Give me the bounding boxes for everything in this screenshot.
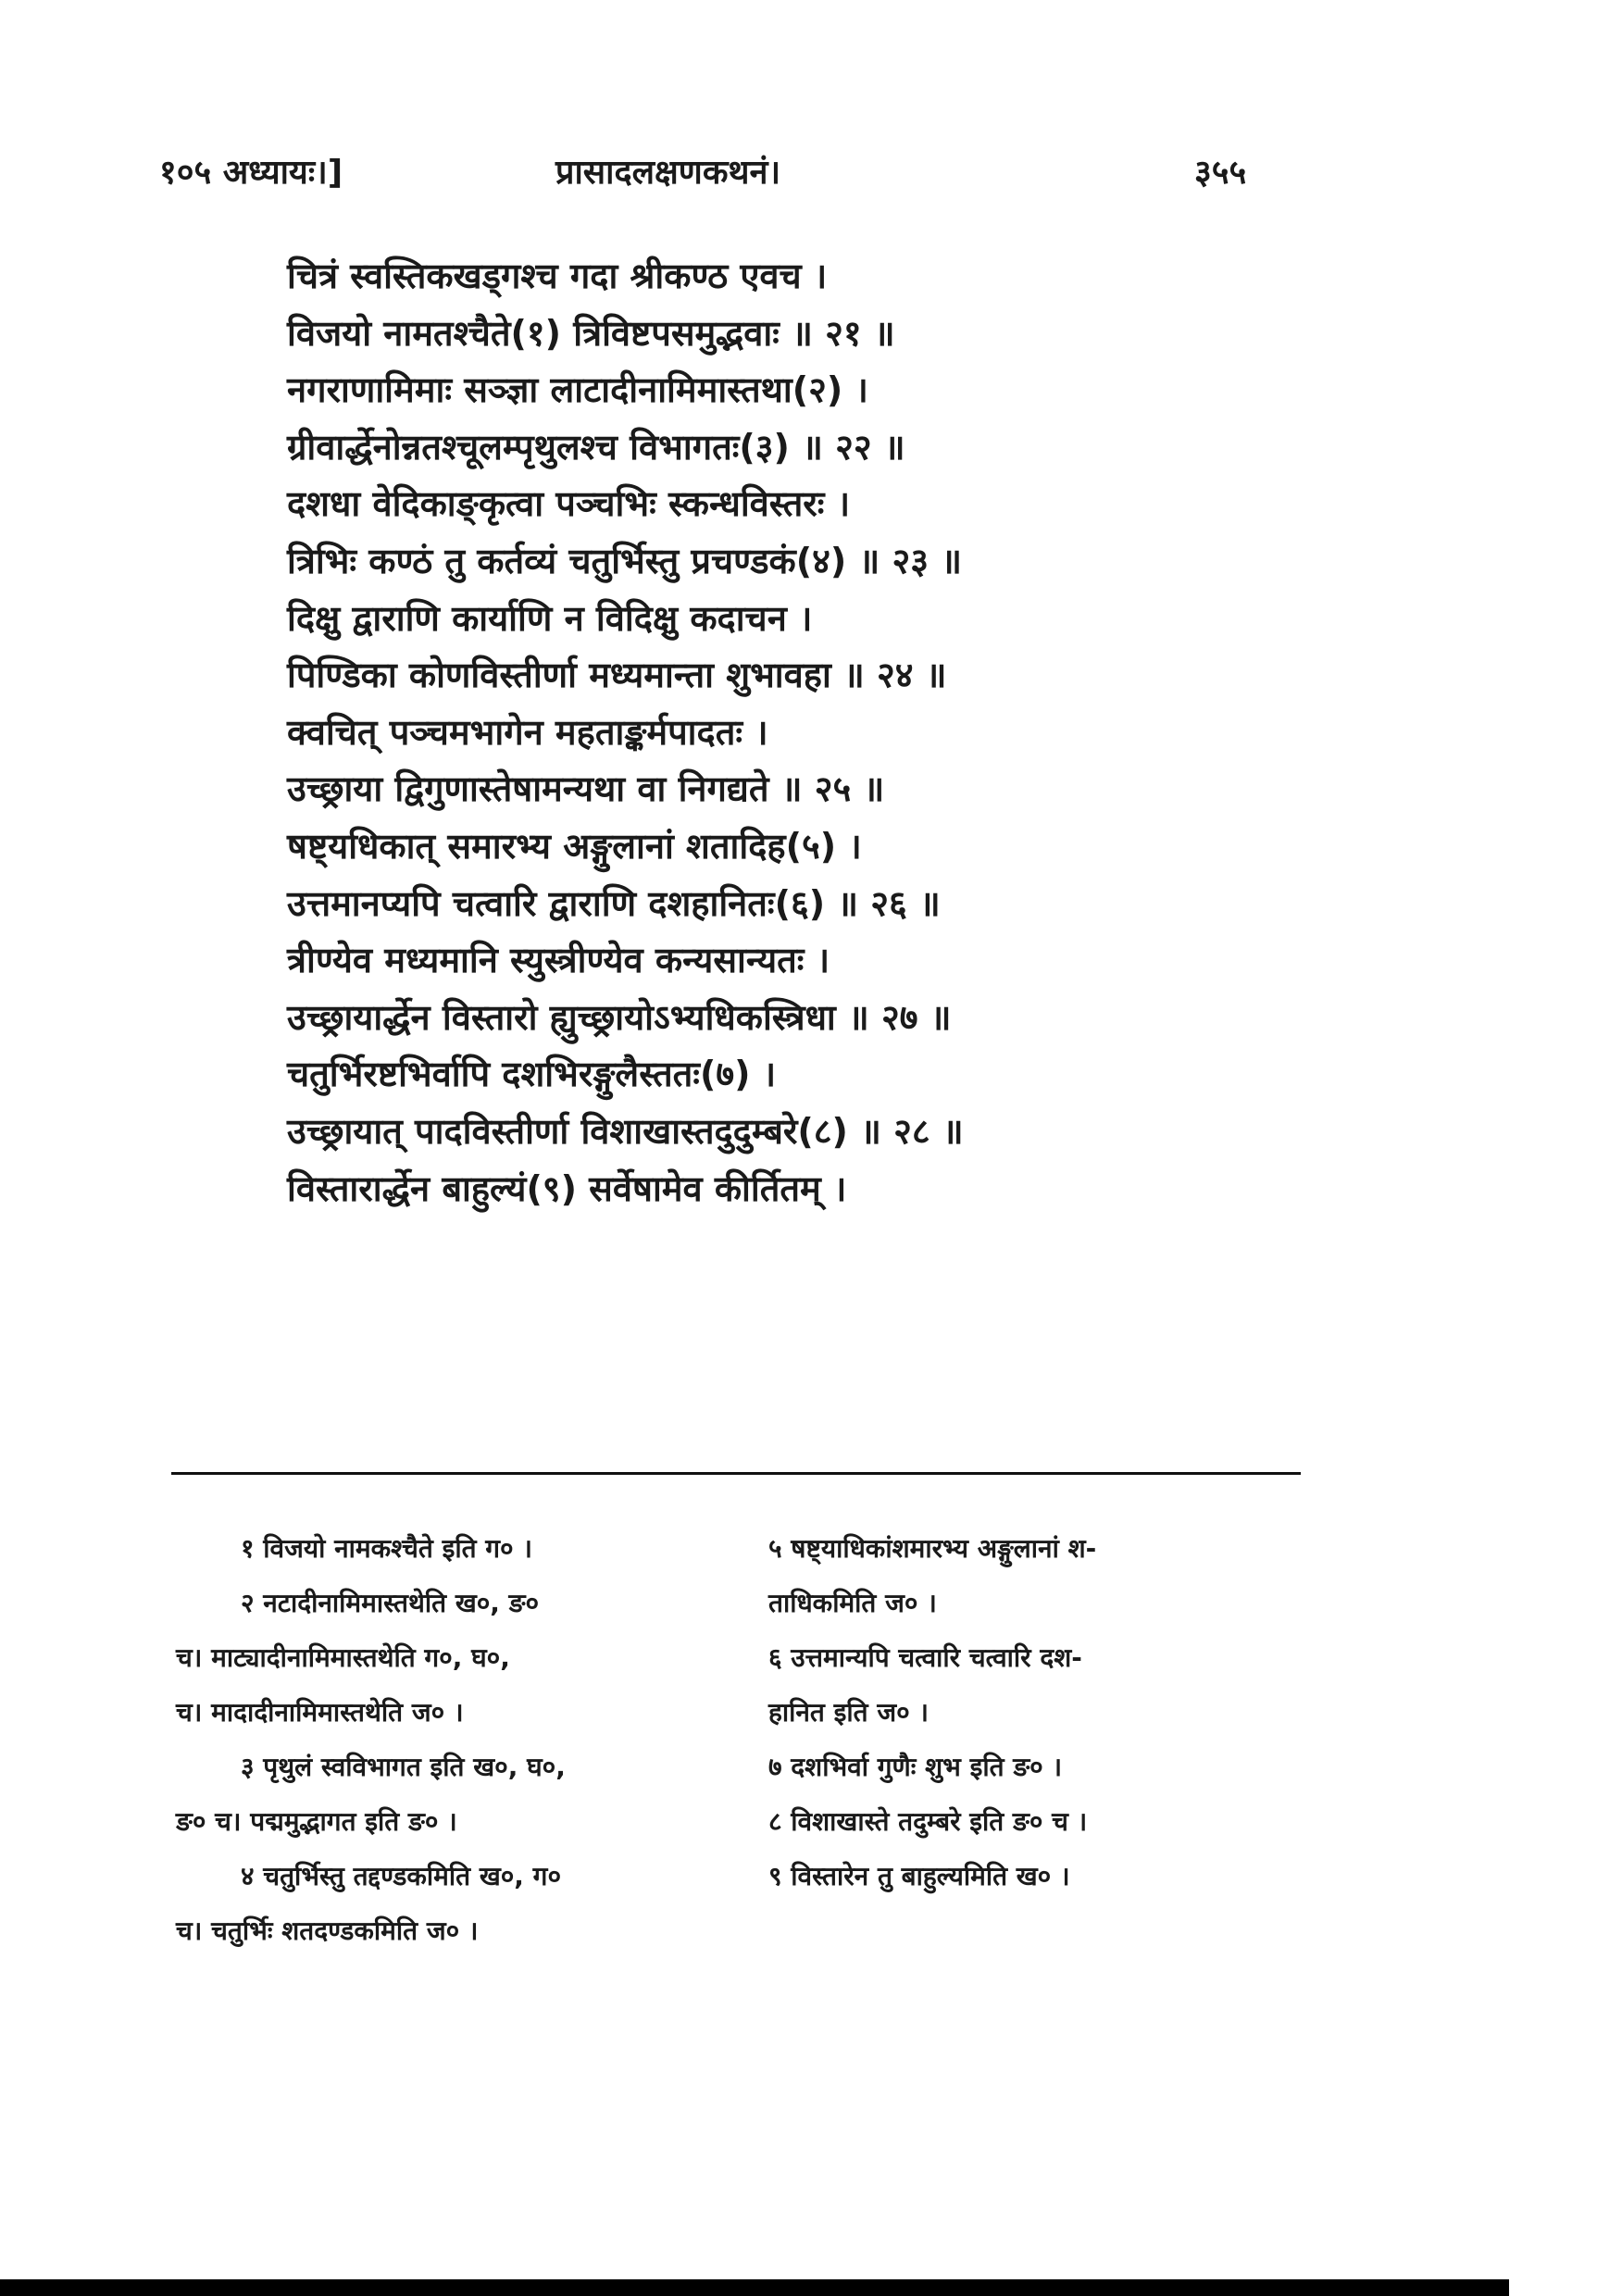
verse-line: पिण्डिका कोणविस्तीर्णा मध्यमान्ता शुभावहा ॥ २४ ॥: [287, 655, 947, 696]
verse-line: त्रिभिः कण्ठं तु कर्तव्यं चतुर्भिस्तु प्रचण्डकं(४) ॥ २३ ॥: [287, 540, 962, 581]
footnote-line: ९ विस्तारेन तु बाहुल्यमिति ख० ।: [768, 1861, 1070, 1891]
verse-line: उच्छ्रायार्द्धेन विस्तारो ह्युच्छ्रायोऽभ्यधिकस्त्रिधा ॥ २७ ॥: [287, 996, 952, 1038]
footnote-line: ६ उत्तमान्यपि चत्वारि चत्वारि दश-: [768, 1642, 1082, 1673]
footnote-line: च। चतुर्भिः शतदण्डकमिति ज० ।: [176, 1915, 479, 1946]
verse-line: चित्रं स्वस्तिकखड्गश्च गदा श्रीकण्ठ एवच ।: [287, 256, 828, 296]
verse-line: उत्तमानप्यपि चत्वारि द्वाराणि दशहानितः(६) ॥ २६ ॥: [287, 882, 941, 924]
verse-line: षष्ट्यधिकात् समारभ्य अङ्गुलानां शतादिह(५) ।: [287, 825, 862, 867]
footnote-divider: [171, 1472, 1301, 1475]
chapter-reference: १०५ अध्यायः।]: [159, 154, 343, 192]
footnote-line: ८ विशाखास्ते तदुम्बरे इति ङ० च ।: [768, 1806, 1088, 1837]
footnote-line: ताधिकमिति ज० ।: [768, 1588, 937, 1618]
verse-line: विस्तारार्द्धेन बाहुल्यं(९) सर्वेषामेव कीर्तितम् ।: [287, 1167, 847, 1209]
verse-line: नगराणामिमाः सञ्ज्ञा लाटादीनामिमास्तथा(२) ।: [287, 369, 868, 411]
verse-line: त्रीण्येव मध्यमानि स्युस्त्रीण्येव कन्यसान्यतः ।: [287, 940, 830, 981]
verse-line: उच्छ्रायात् पादविस्तीर्णा विशाखास्तदुदुम्बरे(८) ॥ २८ ॥: [287, 1110, 964, 1152]
footnote-line: च। माट्यादीनामिमास्तथेति ग०, घ०,: [176, 1642, 510, 1673]
verse-line: विजयो नामतश्चैते(१) त्रिविष्टपसमुद्भवाः ॥ २१ ॥: [287, 312, 895, 354]
footnotes-right-column: [768, 1521, 1342, 1903]
verse-line: ग्रीवार्द्धेनोन्नतश्चूलम्पृथुलश्च विभागतः(३) ॥ २२ ॥: [287, 426, 905, 468]
verse-line: क्वचित् पञ्चमभागेन महताङ्कर्मपादतः ।: [287, 711, 768, 753]
verse-block: [287, 248, 1491, 1217]
page-number: ३५५: [1194, 154, 1247, 192]
verse-line: उच्छ्राया द्विगुणास्तेषामन्यथा वा निगद्यते ॥ २५ ॥: [287, 768, 885, 810]
footnote-line: हानित इति ज० ।: [768, 1697, 930, 1728]
footnote-line: ङ० च। पद्ममुद्भागत इति ङ० ।: [176, 1806, 457, 1837]
footnotes-left-column: [176, 1521, 750, 1958]
footnote-line: च। मादादीनामिमास्तथेति ज० ।: [176, 1697, 464, 1728]
footnote-line: ४ चतुर्भिस्तु तद्दण्डकमिति ख०, ग०: [241, 1861, 562, 1891]
scan-edge-bar: [0, 2279, 1509, 2296]
footnote-line: ३ पृथुलं स्वविभागत इति ख०, घ०,: [241, 1752, 566, 1782]
footnote-line: १ विजयो नामकश्चैते इति ग० ।: [241, 1533, 532, 1564]
footnote-line: ७ दशभिर्वा गुणैः शुभ इति ङ० ।: [768, 1752, 1063, 1782]
footnote-line: ५ षष्ट्याधिकांशमारभ्य अङ्गुलानां श-: [768, 1533, 1097, 1564]
verse-line: दिक्षु द्वाराणि कार्याणि न विदिक्षु कदाचन ।: [287, 597, 813, 639]
verse-line: चतुर्भिरष्टभिर्वापि दशभिरङ्गुलैस्ततः(७) ।: [287, 1054, 777, 1095]
footnote-line: २ नटादीनामिमास्तथेति ख०, ङ०: [241, 1588, 540, 1618]
running-title: प्रासादलक्षणकथनं।: [555, 154, 781, 192]
verse-line: दशधा वेदिकाङ्कृत्वा पञ्चभिः स्कन्धविस्तरः ।: [287, 483, 851, 525]
